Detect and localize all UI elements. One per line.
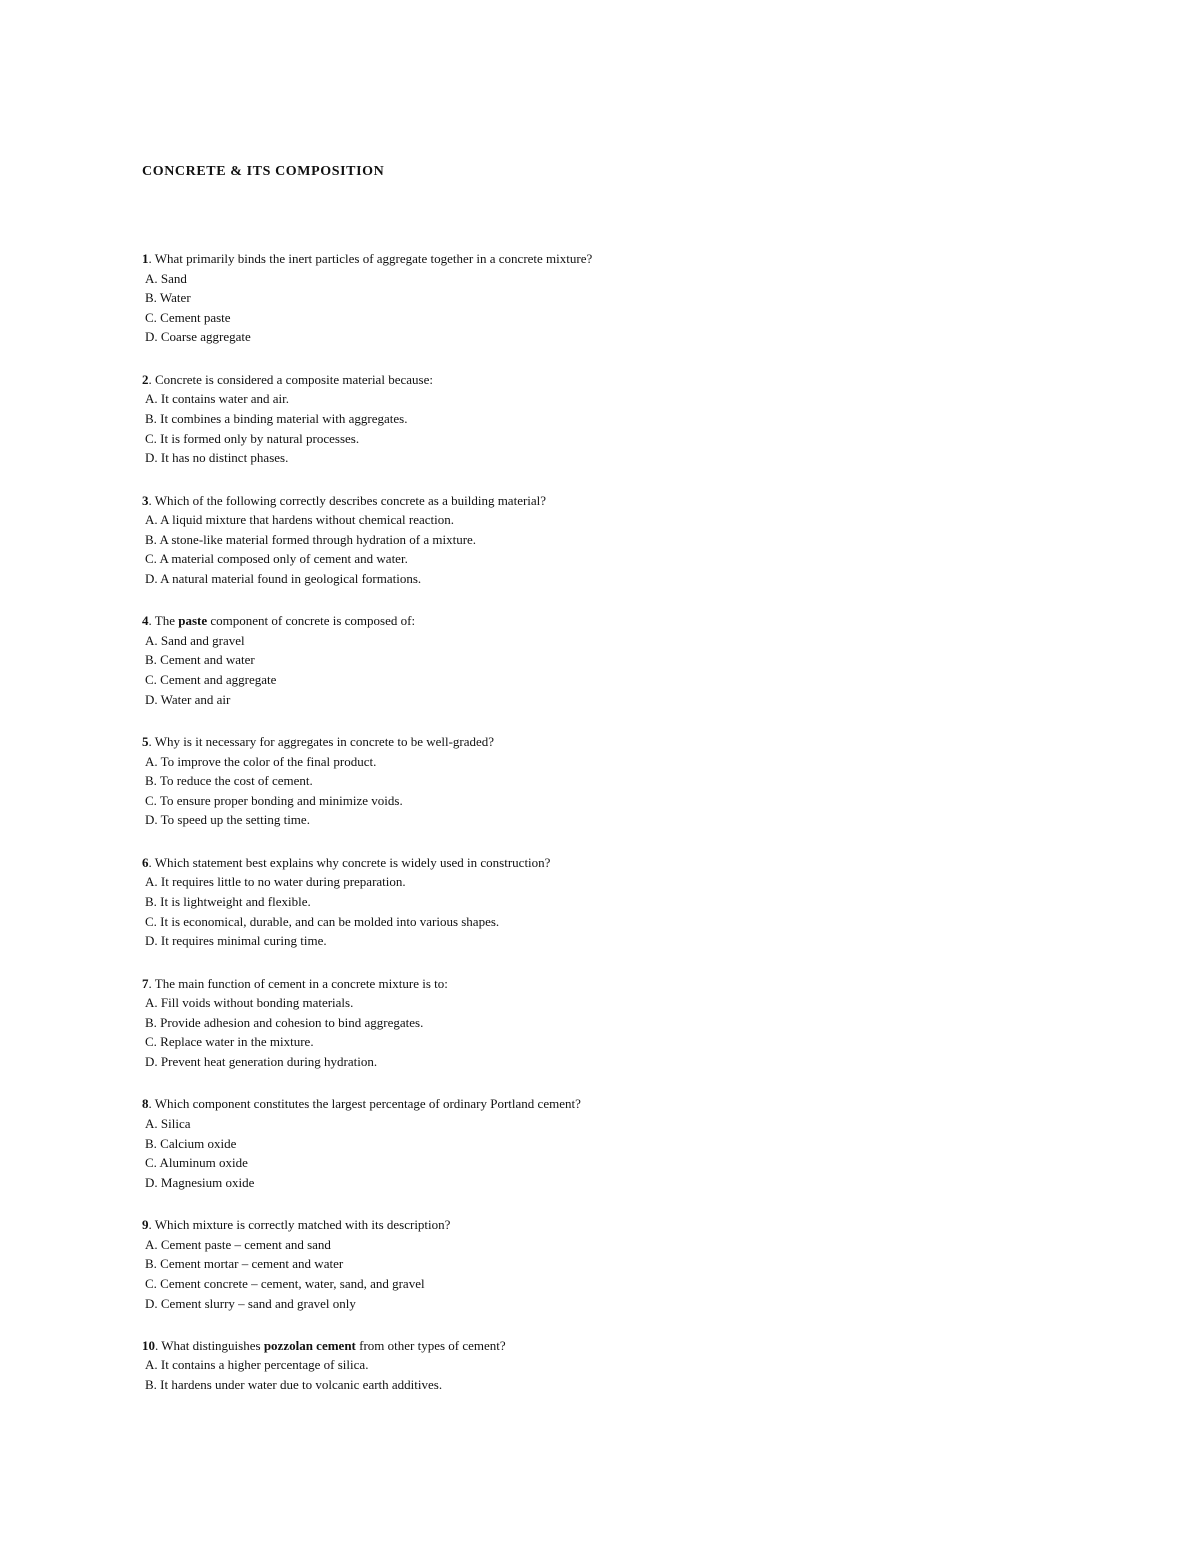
- question-item: [142, 1094, 1042, 1192]
- answer-option: B. Cement and water: [145, 652, 255, 668]
- answer-option: A. Sand: [145, 270, 187, 286]
- answer-option: C. It is economical, durable, and can be molded into various shapes.: [145, 913, 500, 929]
- answer-option: A. Cement paste – cement and sand: [145, 1236, 331, 1252]
- question-item: [142, 1336, 1042, 1395]
- answer-option: C. Aluminum oxide: [145, 1155, 248, 1171]
- answer-option: A. It requires little to no water during preparation.: [145, 874, 406, 890]
- question-item: [142, 974, 1042, 1072]
- question-number: 3: [142, 492, 149, 508]
- question-stem: [142, 974, 1042, 994]
- question-stem: [142, 491, 1042, 511]
- answer-option: A. To improve the color of the final product.: [145, 753, 377, 769]
- question-stem: [142, 249, 1042, 269]
- answer-option: B. It combines a binding material with aggregates.: [145, 410, 408, 426]
- question-stem: [142, 853, 1042, 873]
- question-list: [142, 249, 1042, 1417]
- answer-option: B. Cement mortar – cement and water: [145, 1256, 344, 1272]
- answer-option: D. Water and air: [145, 691, 231, 707]
- answer-option: D. Magnesium oxide: [145, 1174, 255, 1190]
- question-stem: [142, 370, 1042, 390]
- question-text: . Which component constitutes the largest percentage of ordinary Portland cement?: [148, 1096, 581, 1112]
- answer-option: D. To speed up the setting time.: [145, 812, 310, 828]
- answer-option: B. Calcium oxide: [145, 1135, 237, 1151]
- question-text: . Concrete is considered a composite material because:: [148, 371, 433, 387]
- question-number: 8: [142, 1096, 149, 1112]
- answer-option: B. To reduce the cost of cement.: [145, 773, 313, 789]
- answer-option: D. Prevent heat generation during hydration.: [145, 1053, 378, 1069]
- question-number: 4: [142, 613, 149, 629]
- question-item: [142, 1215, 1042, 1313]
- question-text: . Why is it necessary for aggregates in concrete to be well-graded?: [148, 734, 495, 750]
- question-number: 2: [142, 371, 149, 387]
- question-item: [142, 249, 1042, 347]
- answer-option: B. A stone-like material formed through hydration of a mixture.: [145, 531, 477, 547]
- answer-option: B. Water: [145, 290, 191, 306]
- question-number: 1: [142, 251, 149, 266]
- answer-option: C. Replace water in the mixture.: [145, 1034, 314, 1050]
- answer-option: B. It is lightweight and flexible.: [145, 894, 311, 910]
- document-title: CONCRETE & ITS COMPOSITION: [142, 164, 385, 179]
- question-stem: [142, 1336, 1042, 1356]
- question-stem: [142, 1215, 1042, 1235]
- question-number: 7: [142, 975, 149, 991]
- question-text: . The main function of cement in a concrete mixture is to:: [148, 975, 448, 991]
- answer-option: C. Cement paste: [145, 309, 231, 325]
- question-text: . What distinguishes: [155, 1337, 264, 1353]
- question-text: . What primarily binds the inert particles of aggregate together in a concrete mixture?: [148, 251, 593, 266]
- question-number: 6: [142, 854, 149, 870]
- question-stem: [142, 611, 1042, 631]
- answer-option: B. Provide adhesion and cohesion to bind aggregates.: [145, 1014, 424, 1030]
- answer-option: D. Cement slurry – sand and gravel only: [145, 1295, 356, 1311]
- question-text-continued: from other types of cement?: [355, 1337, 506, 1353]
- answer-option: B. It hardens under water due to volcanic earth additives.: [145, 1377, 443, 1393]
- question-item: [142, 370, 1042, 468]
- question-stem: [142, 732, 1042, 752]
- answer-option: D. It has no distinct phases.: [145, 450, 289, 466]
- question-emphasis: paste: [178, 613, 208, 629]
- question-stem: [142, 1094, 1042, 1114]
- answer-option: D. Coarse aggregate: [145, 329, 251, 345]
- question-item: [142, 611, 1042, 709]
- answer-option: A. Fill voids without bonding materials.: [145, 995, 354, 1011]
- question-number: 9: [142, 1217, 149, 1233]
- question-emphasis: pozzolan cement: [263, 1337, 356, 1353]
- answer-option: A. Sand and gravel: [145, 632, 245, 648]
- question-text: . Which statement best explains why concrete is widely used in construction?: [148, 854, 551, 870]
- question-item: [142, 732, 1042, 830]
- question-item: [142, 853, 1042, 951]
- answer-option: C. To ensure proper bonding and minimize voids.: [145, 792, 403, 808]
- answer-option: A. It contains a higher percentage of silica.: [145, 1357, 369, 1373]
- answer-option: C. Cement concrete – cement, water, sand, and gravel: [145, 1275, 425, 1291]
- answer-option: D. It requires minimal curing time.: [145, 933, 327, 949]
- answer-option: A. It contains water and air.: [145, 391, 290, 407]
- question-text: . The: [148, 613, 179, 629]
- question-text: . Which of the following correctly describes concrete as a building material?: [148, 492, 547, 508]
- answer-option: C. It is formed only by natural processes.: [145, 430, 360, 446]
- question-text-continued: component of concrete is composed of:: [207, 613, 416, 629]
- question-number: 5: [142, 734, 149, 750]
- answer-option: A. A liquid mixture that hardens without chemical reaction.: [145, 512, 455, 528]
- answer-option: C. A material composed only of cement and water.: [145, 551, 408, 567]
- answer-option: A. Silica: [145, 1115, 191, 1131]
- answer-option: C. Cement and aggregate: [145, 672, 277, 688]
- answer-option: D. A natural material found in geological formations.: [145, 570, 422, 586]
- question-number: 10: [142, 1337, 155, 1353]
- question-text: . Which mixture is correctly matched with its description?: [148, 1217, 451, 1233]
- question-item: [142, 491, 1042, 589]
